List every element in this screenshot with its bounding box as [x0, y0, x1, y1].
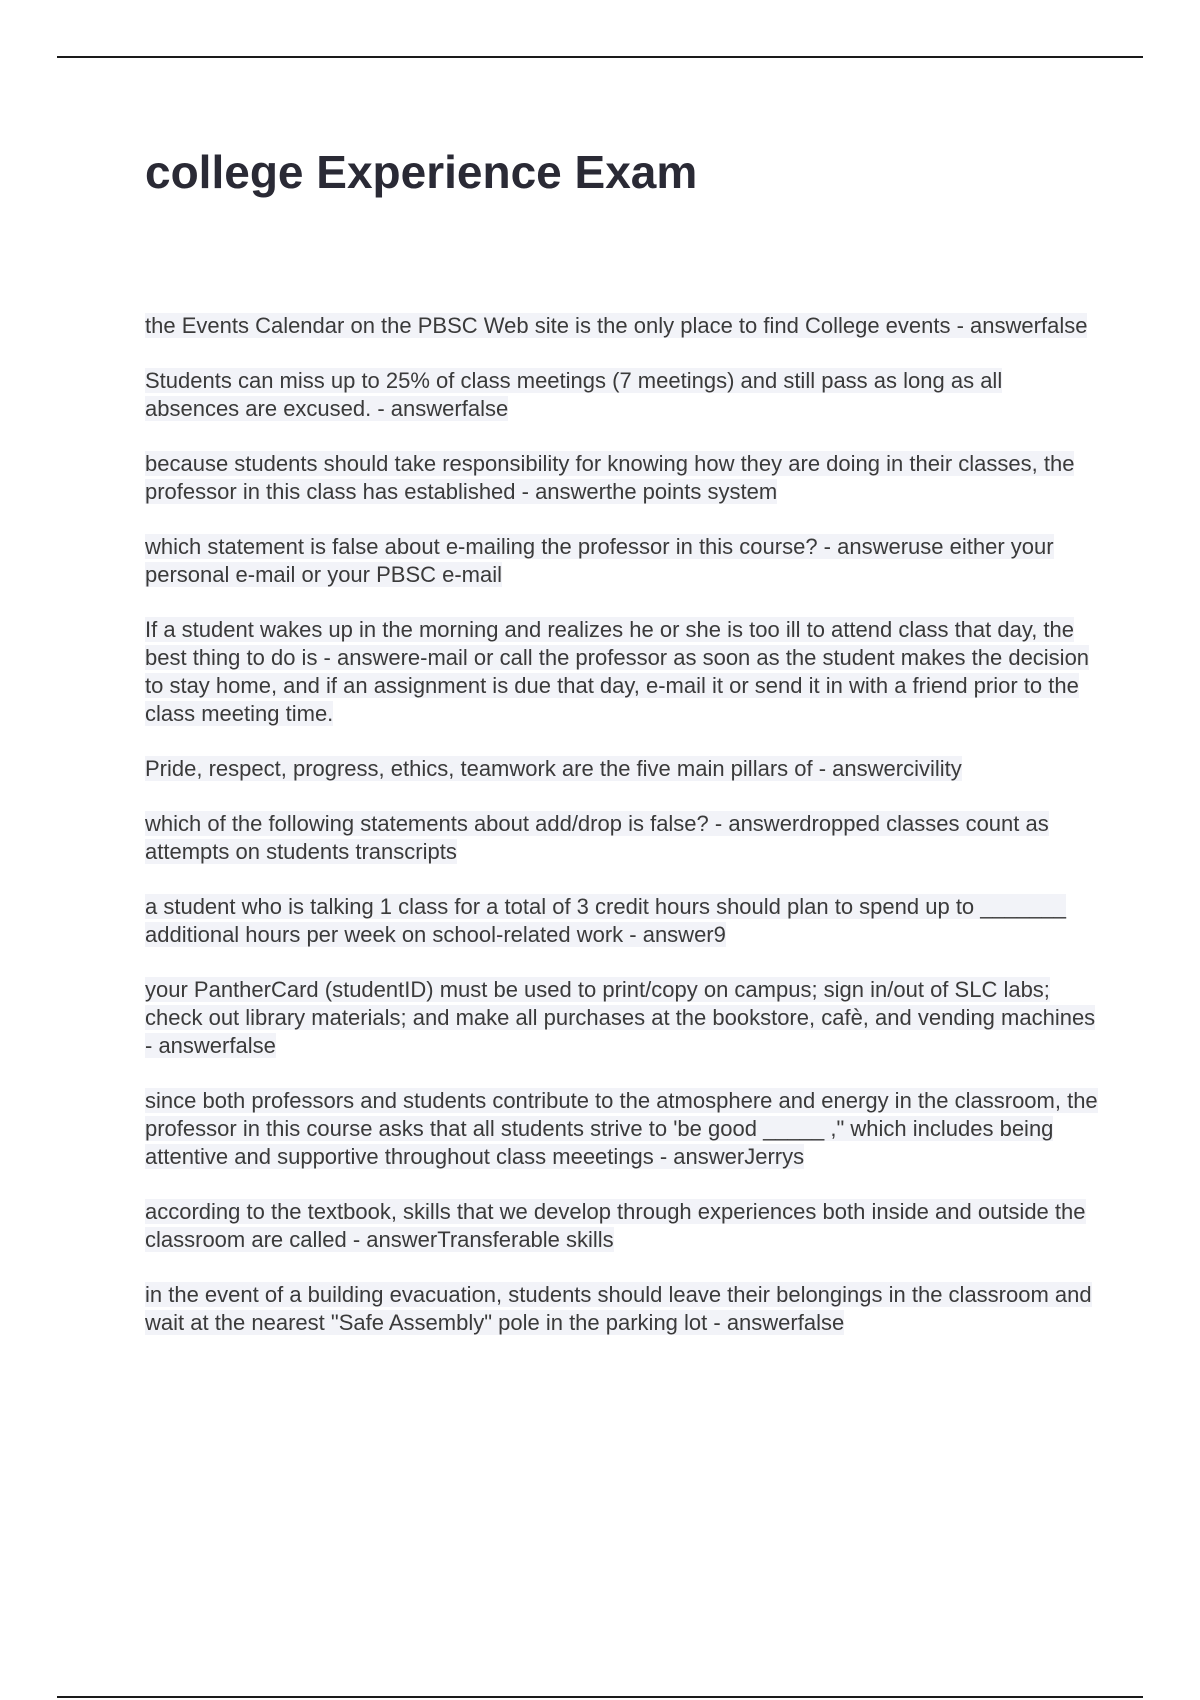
qa-item-text: Students can miss up to 25% of class meetings (7 meetings) and still pass as long as all absences are excused. - answerfalse	[145, 368, 1003, 421]
bottom-divider	[57, 1696, 1143, 1698]
qa-item-text: the Events Calendar on the PBSC Web site is the only place to find College events - answerfalse	[145, 313, 1088, 338]
qa-item-text: your PantherCard (studentID) must be used to print/copy on campus; sign in/out of SLC labs; check out library materials; and make all purchases at the bookstore, cafè, and vending machines - answerfalse	[145, 977, 1096, 1058]
qa-item-text: which of the following statements about add/drop is false? - answerdropped classes count as attempts on students transcripts	[145, 811, 1049, 864]
qa-item	[145, 810, 1100, 866]
qa-item	[145, 1281, 1100, 1337]
qa-item	[145, 450, 1100, 506]
qa-item	[145, 367, 1100, 423]
qa-item	[145, 976, 1100, 1060]
qa-item-text: since both professors and students contribute to the atmosphere and energy in the classroom, the professor in this course asks that all students strive to 'be good _____ ," which includes being attentive and supportive throughout class meeetings - answerJerrys	[145, 1088, 1098, 1169]
qa-item	[145, 893, 1100, 949]
top-divider	[57, 56, 1143, 58]
qa-item	[145, 533, 1100, 589]
qa-item	[145, 616, 1100, 728]
qa-item	[145, 312, 1100, 340]
qa-item-text: in the event of a building evacuation, students should leave their belongings in the classroom and wait at the nearest "Safe Assembly" pole in the parking lot - answerfalse	[145, 1282, 1092, 1335]
qa-item-text: Pride, respect, progress, ethics, teamwork are the five main pillars of - answercivility	[145, 756, 962, 781]
qa-item-text: because students should take responsibility for knowing how they are doing in their classes, the professor in this class has established - answerthe points system	[145, 451, 1075, 504]
qa-item-text: a student who is talking 1 class for a total of 3 credit hours should plan to spend up to _______ additional hours per week on school-related work - answer9	[145, 894, 1066, 947]
qa-item-text: which statement is false about e-mailing the professor in this course? - answeruse either your personal e-mail or your PBSC e-mail	[145, 534, 1054, 587]
page-title: college Experience Exam	[145, 146, 698, 198]
qa-item	[145, 1087, 1100, 1171]
question-answer-list	[145, 312, 1100, 1364]
qa-item-text: according to the textbook, skills that we develop through experiences both inside and outside the classroom are called - answerTransferable skills	[145, 1199, 1086, 1252]
qa-item-text: If a student wakes up in the morning and realizes he or she is too ill to attend class that day, the best thing to do is - answere-mail or call the professor as soon as the student makes the decision to stay home, and if an assignment is due that day, e-mail it or send it in with a friend prior to the class meeting time.	[145, 617, 1090, 726]
qa-item	[145, 755, 1100, 783]
qa-item	[145, 1198, 1100, 1254]
